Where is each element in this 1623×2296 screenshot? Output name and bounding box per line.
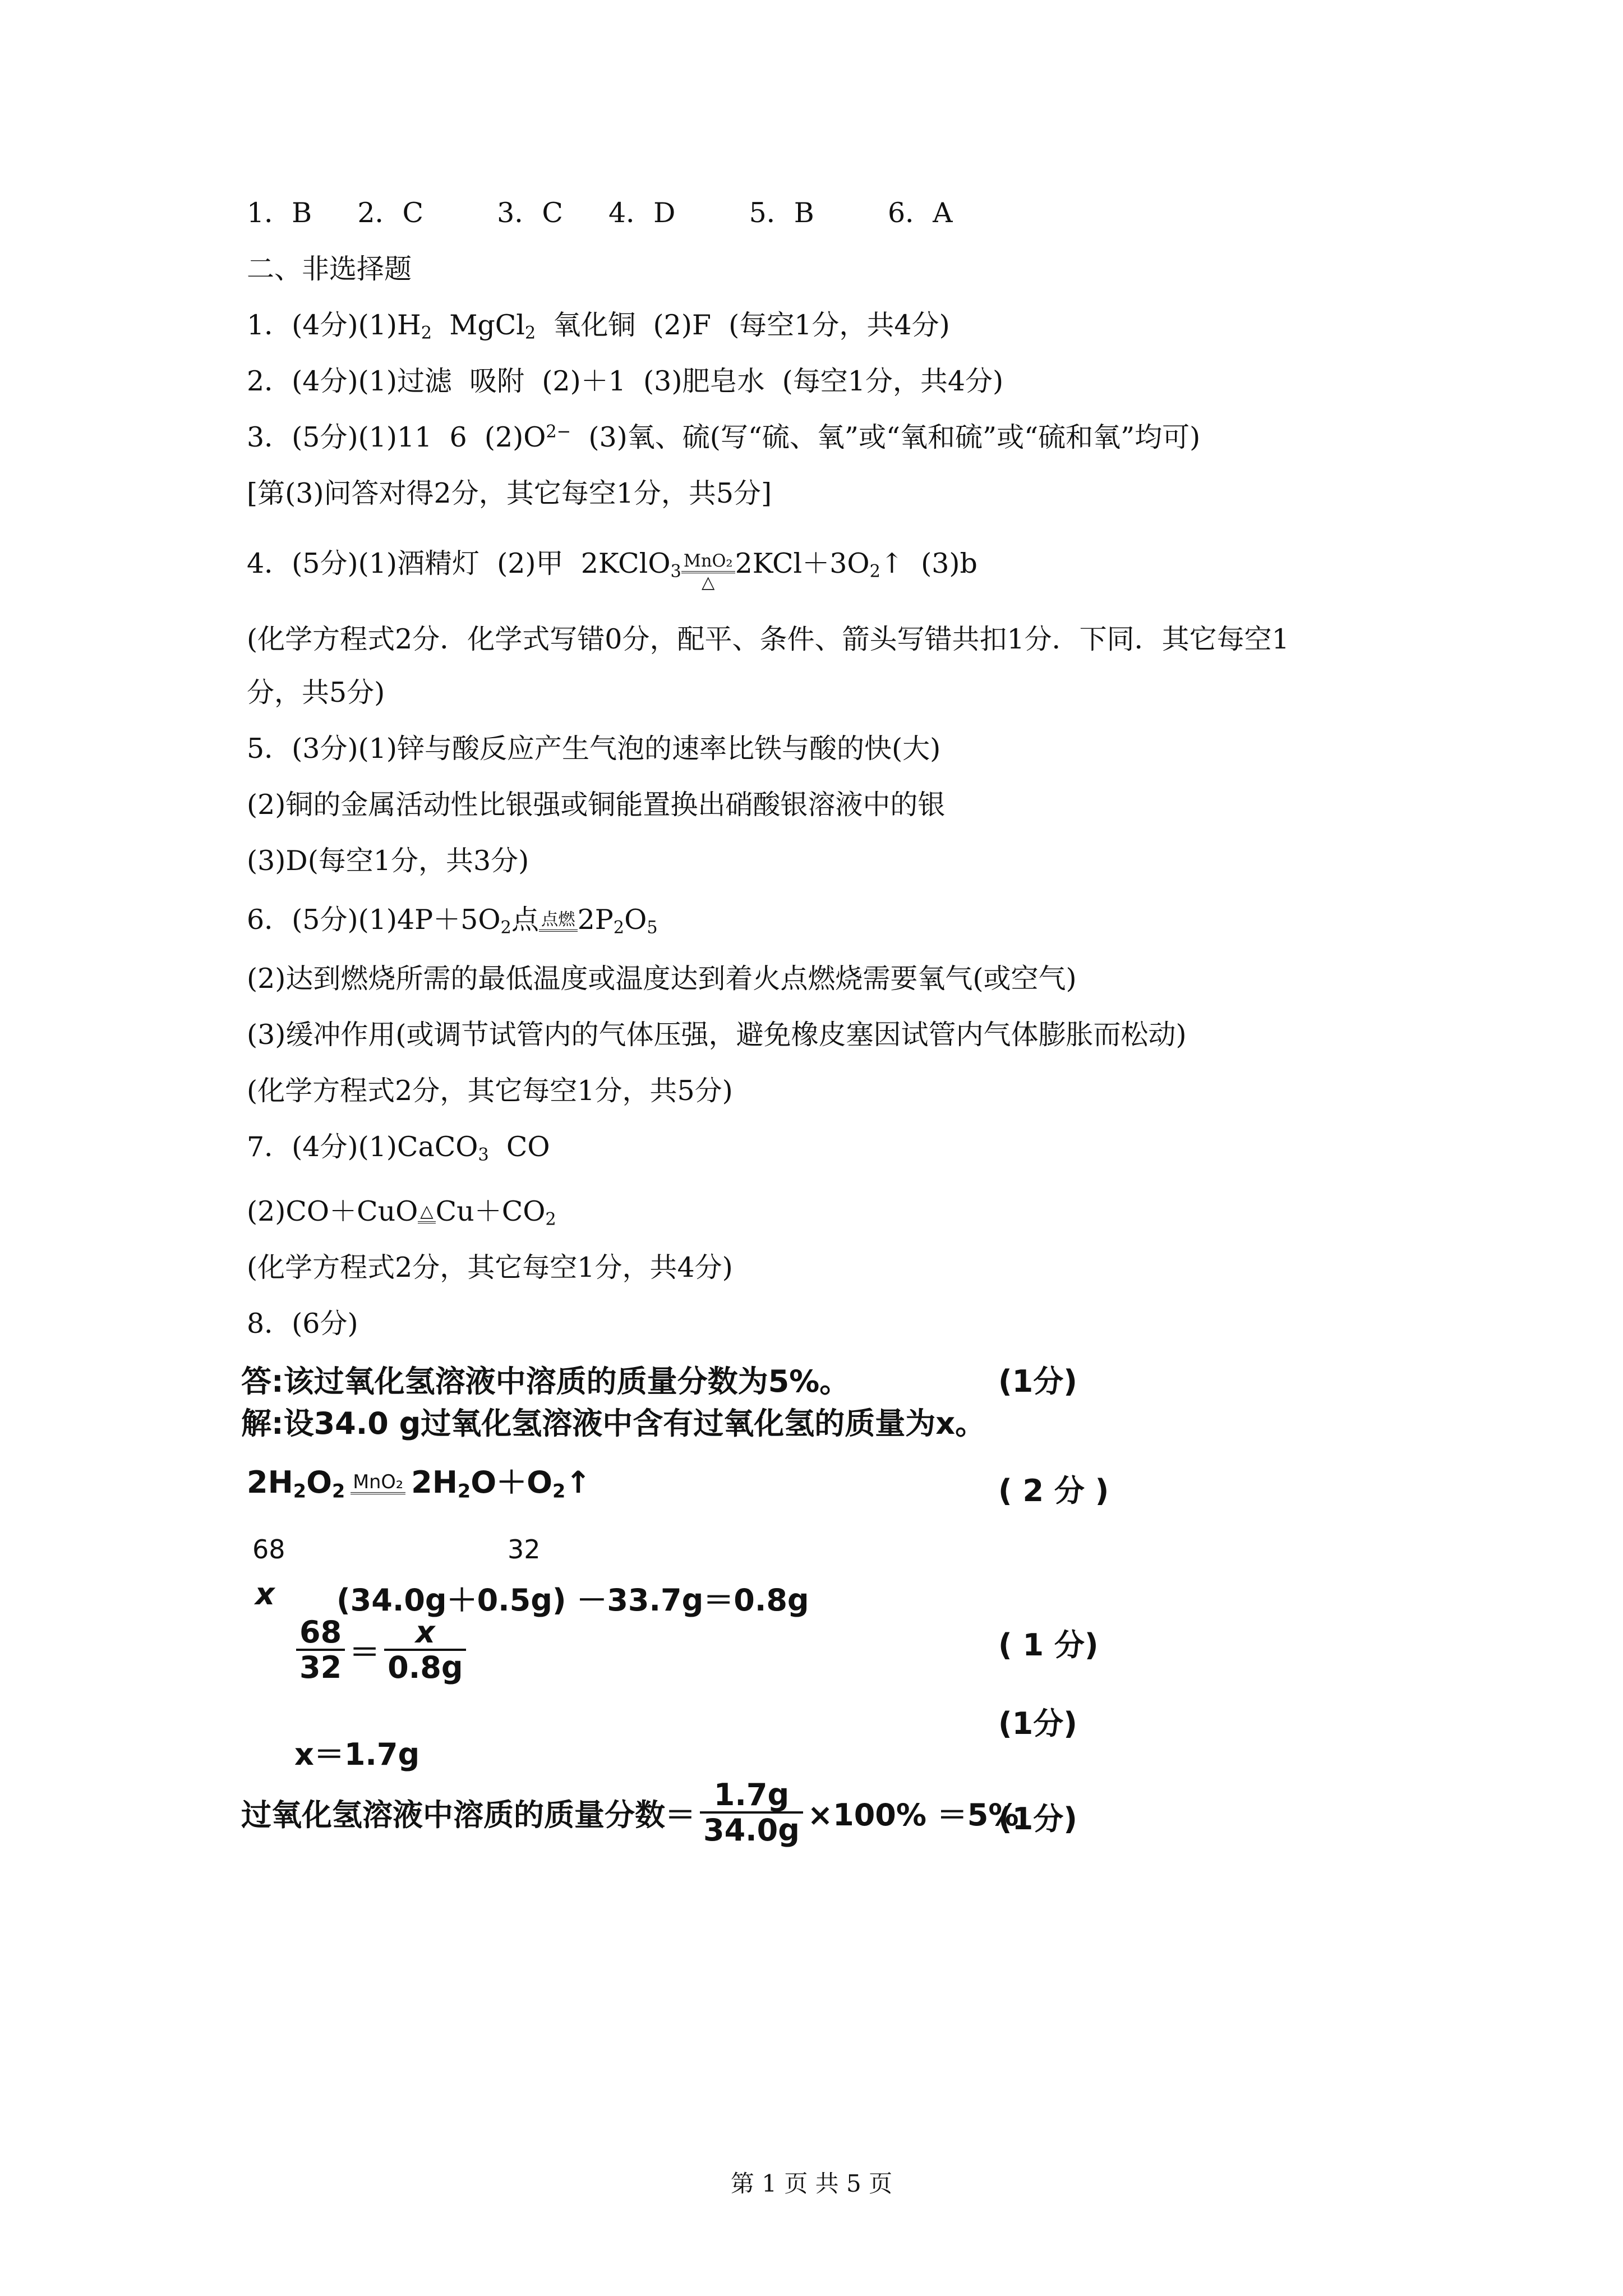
q6-line-3: (3)缓冲作用(或调节试管内的气体压强，避免橡皮塞因试管内气体膨胀而松动): [247, 1019, 1187, 1051]
q8-ratio: $\frac{68}{32}$ ＝ $\frac{x}{0.8g}$: [292, 1616, 471, 1685]
q8-final: 过氧化氢溶液中溶质的质量分数＝ $\frac{1.7g}{34.0g}$ ×100% ＝5%: [241, 1777, 1019, 1848]
q7-note: (化学方程式2分，其它每空1分，共4分): [247, 1251, 733, 1283]
mc-answer: 2．C: [357, 197, 424, 229]
q8-molar-32: 32: [508, 1534, 541, 1565]
q5-line-3: (3)D(每空1分，共3分): [247, 845, 529, 877]
reaction-condition: MnO₂ △: [681, 553, 735, 592]
section-title: 二、非选择题: [247, 253, 412, 285]
q8-answer: 答:该过氧化氢溶液中溶质的质量分数为5%。: [241, 1364, 850, 1399]
q5-line-2: (2)铜的金属活动性比银强或铜能置换出硝酸银溶液中的银: [247, 789, 946, 821]
q4-line: 4．(5分)(1)酒精灯 (2)甲 2KClO$_3$ MnO₂ △ $2KCl+3O_2↑$ (3)b: [247, 547, 978, 592]
mc-answer: 4．D: [608, 197, 676, 229]
q8-title: 8．(6分): [247, 1308, 358, 1340]
q5-line-1: 5．(3分)(1)锌与酸反应产生气泡的速率比铁与酸的快(大): [247, 733, 941, 765]
page-footer: 第 1 页 共 5 页: [730, 2170, 893, 2197]
q8-molar-68: 68: [252, 1534, 285, 1565]
q8-eq-score: ( 2 分 ): [998, 1473, 1109, 1508]
q8-final-score: (1分): [998, 1801, 1077, 1837]
q1-line: 1．(4分)$(1)H_2$ MgCl$_2$ 氧化铜 (2)F (每空1分，共4分): [247, 309, 950, 343]
q6-line-2: (2)达到燃烧所需的最低温度或温度达到着火点燃烧需要氧气(或空气): [247, 963, 1077, 995]
reaction-condition: MnO₂: [351, 1473, 405, 1494]
q8-mass-expr: (34.0g＋0.5g) －33.7g＝0.8g: [336, 1582, 809, 1618]
mc-answers-line: [247, 196, 953, 230]
q4-note-1: (化学方程式2分．化学式写错0分，配平、条件、箭头写错共扣1分．下同．其它每空1: [247, 623, 1289, 655]
q3-note: [第(3)问答对得2分，其它每空1分，共5分]: [247, 477, 772, 509]
q8-equation: $2H_2O_2$ MnO₂ $2H_2O+O_2↑$: [247, 1465, 591, 1502]
q8-x: x: [255, 1576, 275, 1612]
q8-answer-score: (1分): [998, 1364, 1077, 1399]
q6-note: (化学方程式2分，其它每空1分，共5分): [247, 1075, 733, 1107]
q6-line-1: 6．(5分)$(1)4P+5O_2$点 点燃 $2P_2O_5$: [247, 904, 658, 938]
mc-answer: 5．B: [749, 197, 814, 229]
q8-ratio-score: ( 1 分): [998, 1627, 1099, 1663]
reaction-condition: 点燃: [539, 912, 578, 932]
mc-answer: 1．B: [247, 197, 312, 229]
q8-x-result: x＝1.7g: [294, 1737, 420, 1772]
q8-x-score: (1分): [998, 1706, 1077, 1741]
reaction-condition: △: [418, 1203, 435, 1223]
q2-line: 2．(4分)(1)过滤 吸附 (2)＋1 (3)肥皂水 (每空1分，共4分): [247, 365, 1004, 397]
mc-answer: 6．A: [887, 197, 953, 229]
q3-line: 3．(5分)(1)11 6 $(2)O^{2-}$ (3)氧、硫(写“硫、氧”或“氧和硫”或“硫和氧”均可): [247, 421, 1201, 453]
q7-line-2: (2)CO＋CuO △ $Cu+CO_2$: [247, 1195, 556, 1230]
q7-line-1: 7．(4分)(1)CaCO$_3$ CO: [247, 1131, 550, 1165]
q8-solve: 解:设34.0 g过氧化氢溶液中含有过氧化氢的质量为x。: [241, 1406, 986, 1441]
mc-answer: 3．C: [497, 197, 563, 229]
q4-note-2: 分，共5分): [247, 677, 385, 708]
